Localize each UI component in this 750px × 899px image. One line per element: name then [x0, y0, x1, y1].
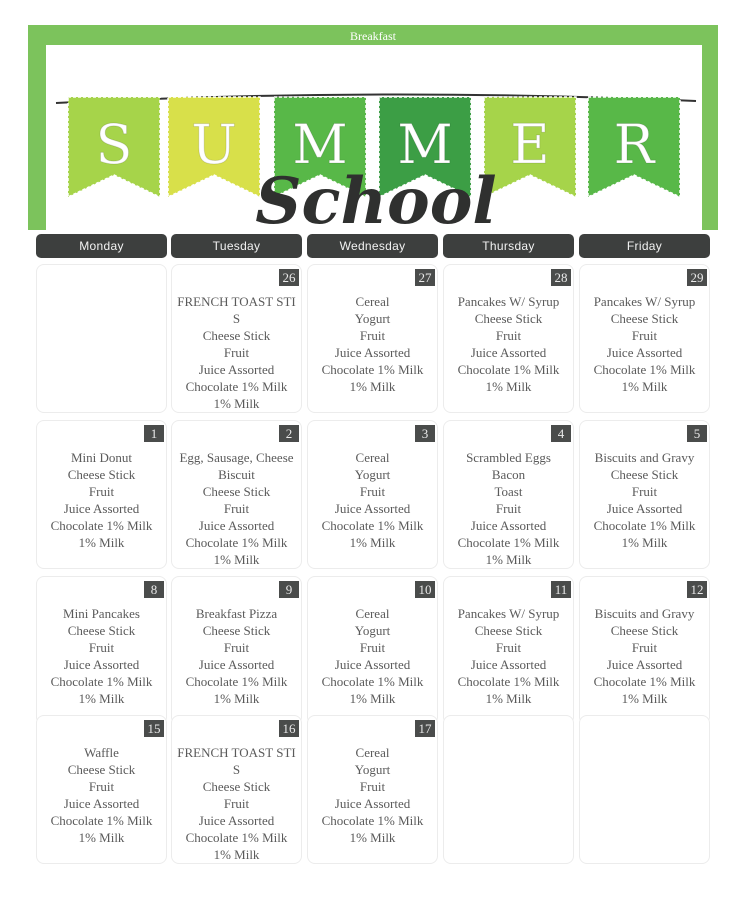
menu-item-list [172, 293, 301, 412]
menu-item: Pancakes W/ Syrup [457, 294, 560, 309]
menu-item: Cereal [355, 745, 390, 760]
calendar-day-cell [307, 264, 438, 413]
date-badge: 10 [415, 581, 435, 598]
menu-item: Chocolate 1% Milk [321, 362, 424, 377]
menu-item-list [308, 293, 437, 395]
menu-item: Toast [494, 484, 523, 499]
date-badge: 12 [687, 581, 707, 598]
bunting-letter: S [95, 113, 133, 176]
menu-item-list [308, 449, 437, 551]
bunting-letter: R [613, 113, 655, 176]
menu-item: Juice Assorted [606, 657, 683, 672]
calendar-day-cell [36, 715, 167, 864]
menu-item: Fruit [88, 640, 115, 655]
calendar-day-cell [171, 264, 302, 413]
menu-item: Bacon [491, 467, 526, 482]
menu-item: 1% Milk [485, 552, 532, 567]
date-badge: 1 [144, 425, 164, 442]
menu-item: 1% Milk [485, 691, 532, 706]
menu-item: Fruit [359, 328, 386, 343]
calendar-day-cell [443, 264, 574, 413]
menu-item: Fruit [359, 640, 386, 655]
date-badge: 3 [415, 425, 435, 442]
menu-item: Biscuits and Gravy [594, 450, 695, 465]
calendar-day-cell [307, 420, 438, 569]
date-badge: 29 [687, 269, 707, 286]
menu-item: Juice Assorted [470, 657, 547, 672]
day-header-tuesday: Tuesday [171, 234, 302, 258]
menu-item: Yogurt [354, 623, 391, 638]
calendar-day-cell [171, 420, 302, 569]
menu-item: Cheese Stick [474, 623, 543, 638]
menu-item: Juice Assorted [63, 657, 140, 672]
menu-item: Juice Assorted [198, 813, 275, 828]
menu-item: Chocolate 1% Milk [50, 518, 153, 533]
menu-item: 1% Milk [78, 535, 125, 550]
menu-item-list [580, 449, 709, 551]
menu-item: Juice Assorted [606, 501, 683, 516]
menu-item-list [172, 744, 301, 863]
menu-item: 1% Milk [621, 691, 668, 706]
menu-item: 1% Milk [78, 830, 125, 845]
menu-item: Chocolate 1% Milk [185, 379, 288, 394]
menu-item-list [580, 293, 709, 395]
menu-item: Chocolate 1% Milk [50, 813, 153, 828]
menu-item-list [37, 744, 166, 846]
menu-item: Juice Assorted [334, 657, 411, 672]
menu-item: Breakfast Pizza [195, 606, 278, 621]
menu-item: Yogurt [354, 762, 391, 777]
menu-item: Fruit [631, 640, 658, 655]
calendar-day-cell [36, 264, 167, 413]
menu-item-list [308, 605, 437, 707]
summer-school-graphic [46, 45, 702, 230]
menu-item: 1% Milk [485, 379, 532, 394]
weekday-header-row [0, 234, 750, 258]
calendar-day-cell [443, 420, 574, 569]
menu-item: Cereal [355, 450, 390, 465]
menu-item: Yogurt [354, 467, 391, 482]
bunting-illustration [46, 45, 702, 230]
bunting-letter: E [510, 113, 550, 176]
menu-item: Juice Assorted [606, 345, 683, 360]
date-badge: 8 [144, 581, 164, 598]
menu-item: 1% Milk [213, 847, 260, 862]
calendar-day-cell [171, 715, 302, 864]
menu-item: 1% Milk [213, 396, 260, 411]
menu-item: Juice Assorted [63, 796, 140, 811]
menu-item: Chocolate 1% Milk [321, 518, 424, 533]
banner-title: Breakfast [350, 29, 396, 43]
calendar-day-cell [171, 576, 302, 725]
menu-item: Waffle [84, 745, 119, 760]
menu-item: Chocolate 1% Milk [321, 813, 424, 828]
menu-item: 1% Milk [349, 379, 396, 394]
menu-item: Fruit [223, 345, 250, 360]
day-header-monday: Monday [36, 234, 167, 258]
menu-item: Fruit [495, 328, 522, 343]
menu-item-list [580, 605, 709, 707]
day-header-thursday: Thursday [443, 234, 574, 258]
bunting-letter: M [397, 113, 453, 176]
menu-item: Chocolate 1% Milk [457, 362, 560, 377]
menu-item: FRENCH TOAST STI [177, 745, 296, 760]
menu-item: Cheese Stick [610, 467, 679, 482]
menu-item: 1% Milk [78, 691, 125, 706]
menu-item-list [172, 449, 301, 568]
calendar-day-cell [36, 420, 167, 569]
menu-item: Fruit [359, 484, 386, 499]
banner-frame [28, 25, 718, 230]
menu-item: Mini Pancakes [63, 606, 140, 621]
calendar-day-cell [579, 420, 710, 569]
menu-item: Juice Assorted [470, 345, 547, 360]
menu-item: Juice Assorted [334, 796, 411, 811]
date-badge: 15 [144, 720, 164, 737]
menu-item: Pancakes W/ Syrup [457, 606, 560, 621]
date-badge: 9 [279, 581, 299, 598]
menu-item: Juice Assorted [470, 518, 547, 533]
menu-item: Cereal [355, 294, 390, 309]
menu-item-list [444, 449, 573, 568]
menu-item: Mini Donut [70, 450, 133, 465]
menu-item: Chocolate 1% Milk [593, 674, 696, 689]
bunting-letter: M [292, 113, 348, 176]
menu-item-list [444, 293, 573, 395]
menu-item: Egg, Sausage, Cheese [179, 450, 294, 465]
menu-item: Chocolate 1% Milk [593, 518, 696, 533]
menu-item: Juice Assorted [334, 345, 411, 360]
date-badge: 5 [687, 425, 707, 442]
menu-item-list [37, 449, 166, 551]
date-badge: 27 [415, 269, 435, 286]
menu-item: Fruit [223, 796, 250, 811]
menu-item: 1% Milk [349, 691, 396, 706]
menu-item: Juice Assorted [198, 657, 275, 672]
date-badge: 2 [279, 425, 299, 442]
menu-item: Cheese Stick [202, 328, 271, 343]
menu-item: Cheese Stick [67, 623, 136, 638]
menu-item: FRENCH TOAST STI [177, 294, 296, 309]
menu-item: 1% Milk [213, 691, 260, 706]
menu-item: Chocolate 1% Milk [457, 535, 560, 550]
menu-item: Yogurt [354, 311, 391, 326]
menu-item: 1% Milk [349, 830, 396, 845]
menu-item: Cheese Stick [610, 311, 679, 326]
menu-item: Juice Assorted [334, 501, 411, 516]
menu-item-list [37, 605, 166, 707]
menu-item: Cereal [355, 606, 390, 621]
menu-item: Cheese Stick [202, 623, 271, 638]
calendar-day-cell [579, 576, 710, 725]
menu-item: Fruit [631, 484, 658, 499]
date-badge: 11 [551, 581, 571, 598]
menu-item: Cheese Stick [610, 623, 679, 638]
menu-item-list [444, 605, 573, 707]
calendar-day-cell [443, 715, 574, 864]
calendar-day-cell [307, 576, 438, 725]
calendar-day-cell [579, 715, 710, 864]
menu-item: Cheese Stick [202, 484, 271, 499]
calendar-day-cell [443, 576, 574, 725]
menu-item: S [232, 311, 241, 326]
menu-item: Chocolate 1% Milk [185, 674, 288, 689]
menu-item: Chocolate 1% Milk [185, 830, 288, 845]
menu-item: Cheese Stick [202, 779, 271, 794]
menu-item-list [308, 744, 437, 846]
calendar-day-cell [579, 264, 710, 413]
day-header-friday: Friday [579, 234, 710, 258]
date-badge: 26 [279, 269, 299, 286]
menu-item: S [232, 762, 241, 777]
menu-item: Pancakes W/ Syrup [593, 294, 696, 309]
menu-item: Biscuits and Gravy [594, 606, 695, 621]
menu-item: 1% Milk [621, 535, 668, 550]
menu-item: Fruit [223, 640, 250, 655]
menu-item: Chocolate 1% Milk [457, 674, 560, 689]
menu-item: Cheese Stick [474, 311, 543, 326]
day-header-wednesday: Wednesday [307, 234, 438, 258]
menu-item: 1% Milk [349, 535, 396, 550]
menu-item: Juice Assorted [198, 518, 275, 533]
menu-item: Scrambled Eggs [466, 450, 551, 465]
menu-item: Fruit [88, 779, 115, 794]
menu-item: Fruit [495, 501, 522, 516]
menu-item: Fruit [495, 640, 522, 655]
date-badge: 28 [551, 269, 571, 286]
school-script-text: School [255, 164, 497, 230]
calendar-day-cell [307, 715, 438, 864]
menu-item: 1% Milk [621, 379, 668, 394]
menu-item: Fruit [88, 484, 115, 499]
menu-item: Biscuit [218, 467, 255, 482]
menu-item: Chocolate 1% Milk [593, 362, 696, 377]
menu-item: Chocolate 1% Milk [50, 674, 153, 689]
menu-item: Juice Assorted [198, 362, 275, 377]
menu-item: Chocolate 1% Milk [185, 535, 288, 550]
menu-item: Cheese Stick [67, 467, 136, 482]
menu-item: Cheese Stick [67, 762, 136, 777]
date-badge: 16 [279, 720, 299, 737]
calendar-day-cell [36, 576, 167, 725]
menu-item: Juice Assorted [63, 501, 140, 516]
menu-item: Fruit [223, 501, 250, 516]
menu-item: Fruit [631, 328, 658, 343]
date-badge: 17 [415, 720, 435, 737]
menu-item-list [172, 605, 301, 707]
menu-item: Fruit [359, 779, 386, 794]
date-badge: 4 [551, 425, 571, 442]
bunting-letter: U [191, 113, 237, 176]
menu-item: Chocolate 1% Milk [321, 674, 424, 689]
menu-item: 1% Milk [213, 552, 260, 567]
